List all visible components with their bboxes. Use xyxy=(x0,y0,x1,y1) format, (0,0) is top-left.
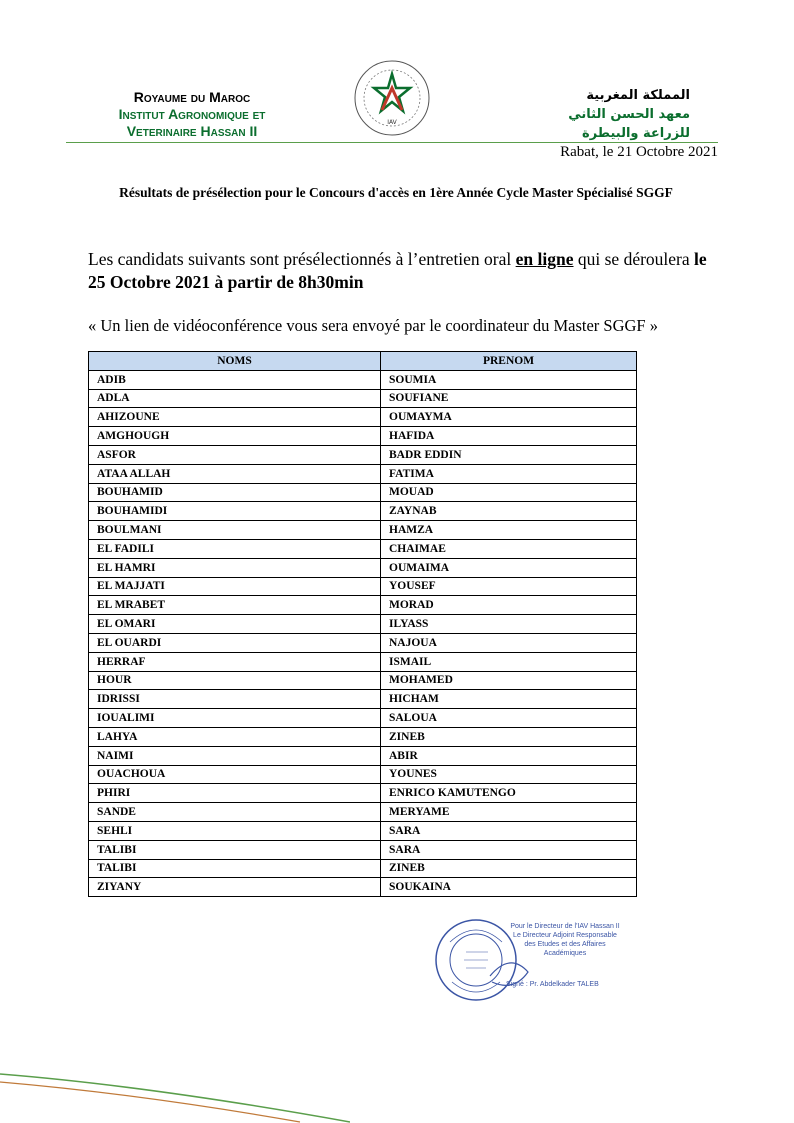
logo-text: IAV xyxy=(387,119,397,126)
cell-nom: EL HAMRI xyxy=(89,558,381,577)
table-row xyxy=(89,389,637,408)
intro-text-after: qui se déroulera xyxy=(573,249,695,269)
cell-prenom: MORAD xyxy=(381,596,637,615)
table-row xyxy=(89,445,637,464)
cell-nom: ADIB xyxy=(89,370,381,389)
cell-nom: EL MAJJATI xyxy=(89,577,381,596)
column-header-noms: NOMS xyxy=(89,352,381,371)
cell-nom: OUACHOUA xyxy=(89,765,381,784)
table-row xyxy=(89,746,637,765)
intro-paragraph xyxy=(88,248,728,294)
table-row xyxy=(89,558,637,577)
cell-prenom: FATIMA xyxy=(381,464,637,483)
cell-prenom: ZINEB xyxy=(381,727,637,746)
cell-nom: TALIBI xyxy=(89,859,381,878)
table-row xyxy=(89,596,637,615)
table-row xyxy=(89,878,637,897)
cell-prenom: SARA xyxy=(381,840,637,859)
cell-nom: HOUR xyxy=(89,671,381,690)
cell-prenom: MERYAME xyxy=(381,803,637,822)
interview-date: le 25 Octobre 2021 à partir de 8h30min xyxy=(88,249,707,292)
cell-prenom: SOUMIA xyxy=(381,370,637,389)
intro-text-before: Les candidats suivants sont présélectionnés à l’entretien oral xyxy=(88,249,516,269)
table-row xyxy=(89,633,637,652)
table-row xyxy=(89,727,637,746)
institute-label-line-1: Institut Agronomique et xyxy=(118,106,266,122)
table-row xyxy=(89,502,637,521)
table-row xyxy=(89,784,637,803)
table-row xyxy=(89,408,637,427)
cell-nom: ASFOR xyxy=(89,445,381,464)
cell-prenom: CHAIMAE xyxy=(381,539,637,558)
table-row xyxy=(89,464,637,483)
table-row xyxy=(89,690,637,709)
table-body xyxy=(89,370,637,896)
table-row xyxy=(89,765,637,784)
table-row xyxy=(89,652,637,671)
table-row xyxy=(89,840,637,859)
signatory-name: Signé : Pr. Abdelkader TALEB xyxy=(506,981,599,988)
cell-prenom: MOUAD xyxy=(381,483,637,502)
candidates-table xyxy=(88,351,637,897)
cell-nom: IDRISSI xyxy=(89,690,381,709)
cell-prenom: SARA xyxy=(381,821,637,840)
cell-nom: ADLA xyxy=(89,389,381,408)
table-row xyxy=(89,521,637,540)
table-row xyxy=(89,671,637,690)
arabic-institute-line-2: للزراعة والبيطرة xyxy=(582,126,690,141)
table-row xyxy=(89,370,637,389)
institute-label-line-2: Veterinaire Hassan II xyxy=(126,123,258,139)
cell-prenom: OUMAYMA xyxy=(381,408,637,427)
table-row xyxy=(89,539,637,558)
cell-nom: SEHLI xyxy=(89,821,381,840)
cell-nom: AMGHOUGH xyxy=(89,427,381,446)
iav-logo-icon xyxy=(352,58,432,138)
cell-prenom: ABIR xyxy=(381,746,637,765)
table-row xyxy=(89,577,637,596)
signature-line-3: des Etudes et des Affaires xyxy=(524,941,606,948)
signature-line-4: Académiques xyxy=(543,950,587,957)
cell-prenom: SOUKAINA xyxy=(381,878,637,897)
cell-prenom: ILYASS xyxy=(381,615,637,634)
cell-prenom: ENRICO KAMUTENGO xyxy=(381,784,637,803)
cell-nom: ZIYANY xyxy=(89,878,381,897)
cell-nom: EL OMARI xyxy=(89,615,381,634)
cell-nom: EL FADILI xyxy=(89,539,381,558)
cell-nom: NAIMI xyxy=(89,746,381,765)
cell-prenom: ZAYNAB xyxy=(381,502,637,521)
cell-prenom: SOUFIANE xyxy=(381,389,637,408)
arabic-kingdom-label: المملكة المغربية xyxy=(586,88,690,103)
cell-nom: ATAA ALLAH xyxy=(89,464,381,483)
cell-nom: EL OUARDI xyxy=(89,633,381,652)
cell-nom: AHIZOUNE xyxy=(89,408,381,427)
cell-nom: IOUALIMI xyxy=(89,709,381,728)
table-row xyxy=(89,709,637,728)
cell-prenom: YOUNES xyxy=(381,765,637,784)
table-row xyxy=(89,803,637,822)
footer-swoosh-decoration xyxy=(0,1060,350,1123)
videoconference-note: « Un lien de vidéoconférence vous sera envoyé par le coordinateur du Master SGGF » xyxy=(88,316,658,335)
cell-nom: HERRAF xyxy=(89,652,381,671)
cell-prenom: SALOUA xyxy=(381,709,637,728)
intro-online-emphasis: en ligne xyxy=(515,249,574,269)
institute-name-arabic xyxy=(560,86,690,143)
kingdom-label: Royaume du Maroc xyxy=(133,89,251,105)
cell-nom: BOULMANI xyxy=(89,521,381,540)
cell-prenom: MOHAMED xyxy=(381,671,637,690)
cell-prenom: BADR EDDIN xyxy=(381,445,637,464)
cell-prenom: HICHAM xyxy=(381,690,637,709)
table-header-row xyxy=(89,352,637,371)
cell-prenom: ZINEB xyxy=(381,859,637,878)
table-row xyxy=(89,483,637,502)
cell-prenom: HAFIDA xyxy=(381,427,637,446)
cell-prenom: NAJOUA xyxy=(381,633,637,652)
document-title: Résultats de présélection pour le Concours d'accès en 1ère Année Cycle Master Spécialisé SGGF xyxy=(119,185,673,200)
institute-name-french xyxy=(92,89,292,140)
table-row xyxy=(89,615,637,634)
table-row xyxy=(89,859,637,878)
cell-nom: EL MRABET xyxy=(89,596,381,615)
table-row xyxy=(89,427,637,446)
arabic-institute-line-1: معهد الحسن الثاني xyxy=(568,107,690,122)
table-row xyxy=(89,821,637,840)
cell-nom: PHIRI xyxy=(89,784,381,803)
cell-prenom: YOUSEF xyxy=(381,577,637,596)
cell-prenom: ISMAIL xyxy=(381,652,637,671)
cell-nom: BOUHAMIDI xyxy=(89,502,381,521)
header-divider xyxy=(66,142,718,143)
signature-line-2: Le Directeur Adjoint Responsable xyxy=(513,932,617,939)
cell-nom: LAHYA xyxy=(89,727,381,746)
cell-nom: SANDE xyxy=(89,803,381,822)
cell-nom: BOUHAMID xyxy=(89,483,381,502)
cell-prenom: HAMZA xyxy=(381,521,637,540)
cell-nom: TALIBI xyxy=(89,840,381,859)
signature-block xyxy=(500,922,630,988)
signature-line-1: Pour le Directeur de l'IAV Hassan II xyxy=(510,923,620,930)
document-date: Rabat, le 21 Octobre 2021 xyxy=(560,144,718,160)
cell-prenom: OUMAIMA xyxy=(381,558,637,577)
column-header-prenom: PRENOM xyxy=(381,352,637,371)
